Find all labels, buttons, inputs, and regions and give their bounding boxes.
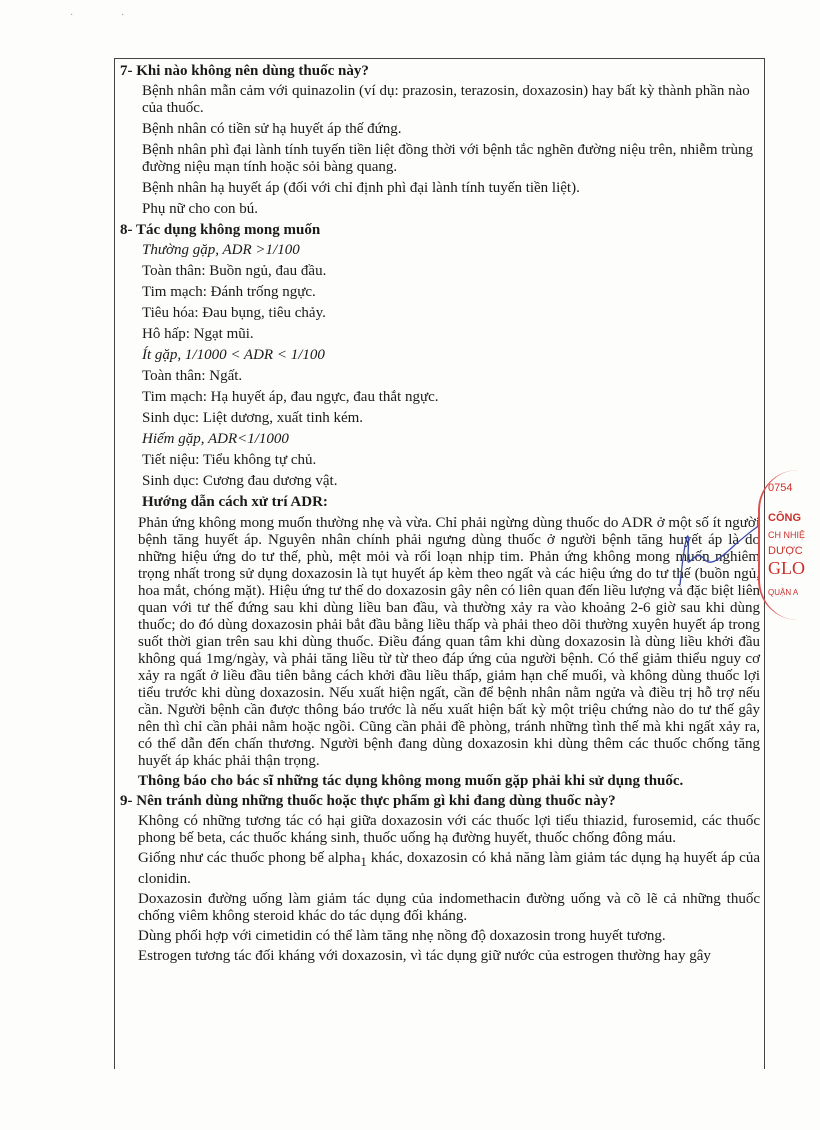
section-9-heading: 9- Nên tránh dùng những thuốc hoặc thực phẩm gì khi đang dùng thuốc này? bbox=[120, 793, 616, 809]
adr-item: Sinh dục: Liệt dương, xuất tinh kém. bbox=[142, 410, 364, 426]
company-stamp bbox=[758, 470, 820, 620]
stamp-line: QUẬN A bbox=[768, 588, 799, 597]
adr-item: Tim mạch: Hạ huyết áp, đau ngực, đau thắt ngực. bbox=[142, 389, 439, 405]
contraindication-item: Bệnh nhân mẫn cảm với quinazolin (ví dụ: prazosin, terazosin, doxazosin) hay bất kỳ thành phần nào của thuốc. bbox=[142, 83, 750, 116]
interaction-item bbox=[120, 850, 760, 888]
interaction-item: Doxazosin đường uống làm giảm tác dụng của indomethacin đường uống và cõ lẽ cả những thuốc chống viêm không steroid khác do tác dụng đối kháng. bbox=[138, 891, 760, 924]
adr-item: Tim mạch: Đánh trống ngực. bbox=[142, 284, 316, 300]
interaction-item: Không có những tương tác có hại giữa doxazosin với các thuốc lợi tiểu thiazid, furosemid, các thuốc phong bế beta, các thuốc kháng sinh, thuốc uống hạ đường huyết, thuốc chống đông máu. bbox=[138, 813, 760, 846]
interaction-item: Estrogen tương tác đối kháng với doxazosin, vì tác dụng giữ nước của estrogen thường hay gây bbox=[138, 948, 711, 964]
adr-item: Hô hấp: Ngạt mũi. bbox=[142, 326, 254, 342]
adr-item: Sinh dục: Cương đau dương vật. bbox=[142, 473, 338, 489]
frequency-label-uncommon: Ít gặp, 1/1000 < ADR < 1/100 bbox=[142, 347, 325, 363]
signature bbox=[660, 515, 770, 595]
interaction-item: Dùng phối hợp với cimetidin có thể làm tăng nhẹ nồng độ doxazosin trong huyết tương. bbox=[138, 928, 666, 944]
adr-item: Tiêu hóa: Đau bụng, tiêu chảy. bbox=[142, 305, 326, 321]
alpha-text-post: khác, doxazosin có khả năng làm giảm tác dụng hạ huyết áp của clonidin. bbox=[138, 850, 760, 887]
stamp-line: GLO bbox=[768, 558, 805, 578]
alpha-text-pre: Giống như các thuốc phong bế alpha bbox=[138, 850, 361, 866]
adr-item: Toàn thân: Buồn ngủ, đau đầu. bbox=[142, 263, 327, 279]
frequency-label-common: Thường gặp, ADR >1/100 bbox=[142, 242, 300, 258]
contraindication-item: Bệnh nhân hạ huyết áp (đối với chỉ định phì đại lành tính tuyến tiền liệt). bbox=[142, 180, 580, 196]
section-8-heading: 8- Tác dụng không mong muốn bbox=[120, 222, 321, 238]
alpha-subscript: 1 bbox=[360, 855, 367, 869]
contraindication-item: Bệnh nhân phì đại lành tính tuyến tiền liệt đồng thời với bệnh tắc nghẽn đường niệu trên, nhiễm trùng đường niệu mạn tính hoặc sỏi bàng quang. bbox=[142, 142, 753, 175]
adr-item: Toàn thân: Ngất. bbox=[142, 368, 243, 384]
adr-notice: Thông báo cho bác sĩ những tác dụng không mong muốn gặp phải khi sử dụng thuốc. bbox=[138, 773, 684, 789]
contraindication-item: Bệnh nhân có tiền sử hạ huyết áp thế đứng. bbox=[142, 121, 402, 137]
stamp-line: CÔNG bbox=[768, 512, 801, 524]
stamp-line: CH NHIỆ bbox=[768, 530, 806, 540]
stamp-line: DƯỢC bbox=[768, 545, 803, 557]
stamp-line: 0754 bbox=[768, 482, 793, 494]
adr-item: Tiết niệu: Tiểu không tự chủ. bbox=[142, 452, 317, 468]
adr-management-heading: Hướng dẫn cách xử trí ADR: bbox=[142, 494, 328, 510]
scan-specks: · · bbox=[70, 10, 125, 21]
section-7-heading: 7- Khi nào không nên dùng thuốc này? bbox=[120, 63, 369, 79]
document-body bbox=[120, 60, 760, 968]
signature-stroke bbox=[680, 525, 760, 585]
contraindication-item: Phụ nữ cho con bú. bbox=[142, 201, 259, 217]
frequency-label-rare: Hiếm gặp, ADR<1/1000 bbox=[142, 431, 289, 447]
adr-management-text: Phản ứng không mong muốn thường nhẹ và vừa. Chỉ phải ngừng dùng thuốc do ADR ở một số ít người bệnh tăng huyết áp. Nguyên nhân chính phải ngưng dùng thuốc ở người bệnh tăng huyết áp là do những hiệu ứng do tư thế, phù, mệt mỏi và rối loạn nhịp tim. Phản ứng không mong muốn nghiêm trọng nhất trong sử dụng doxazosin là tụt huyết áp kèm theo ngất và các hiệu ứng do tư thế (buồn ngủ, hoa mắt, chóng mặt). Hiệu ứng tư thế do doxazosin gây nên có liên quan đến liều lượng và đặc biệt liên quan với tư thế đứng sau khi dùng liều ban đầu, và thường xảy ra vào khoảng 2-6 giờ sau khi dùng thuốc; do đó dùng doxazosin phải bắt đầu bằng liều thấp và phải theo dõi thường xuyên huyết áp trong suốt thời gian trên sau khi dùng thuốc. Điều đáng quan tâm khi dùng doxazosin là dùng liều khởi đầu không quá 1mg/ngày, và phải tăng liều từ từ theo đáp ứng của người bệnh. Có thể giảm thiểu nguy cơ xảy ra ngất ở liều đầu tiên bằng cách khởi đầu liều thấp, giảm hạn chế muối, và không dùng thuốc lợi tiểu trước khi dùng doxazosin. Nếu xuất hiện ngất, cần để bệnh nhân nằm ngửa và điều trị hỗ trợ nếu cần. Người bệnh cần được thông báo trước là nếu xuất hiện bất kỳ một triệu chứng nào do tư thế gây nên thì chỉ cần phải nằm hoặc ngồi. Cũng cần phải đề phòng, tránh những tình thế mà khi ngất xảy ra, có thể dẫn đến chấn thương. Người bệnh đang dùng doxazosin khi dùng thêm các thuốc chống tăng huyết áp khác phải thận trọng. bbox=[138, 515, 760, 769]
